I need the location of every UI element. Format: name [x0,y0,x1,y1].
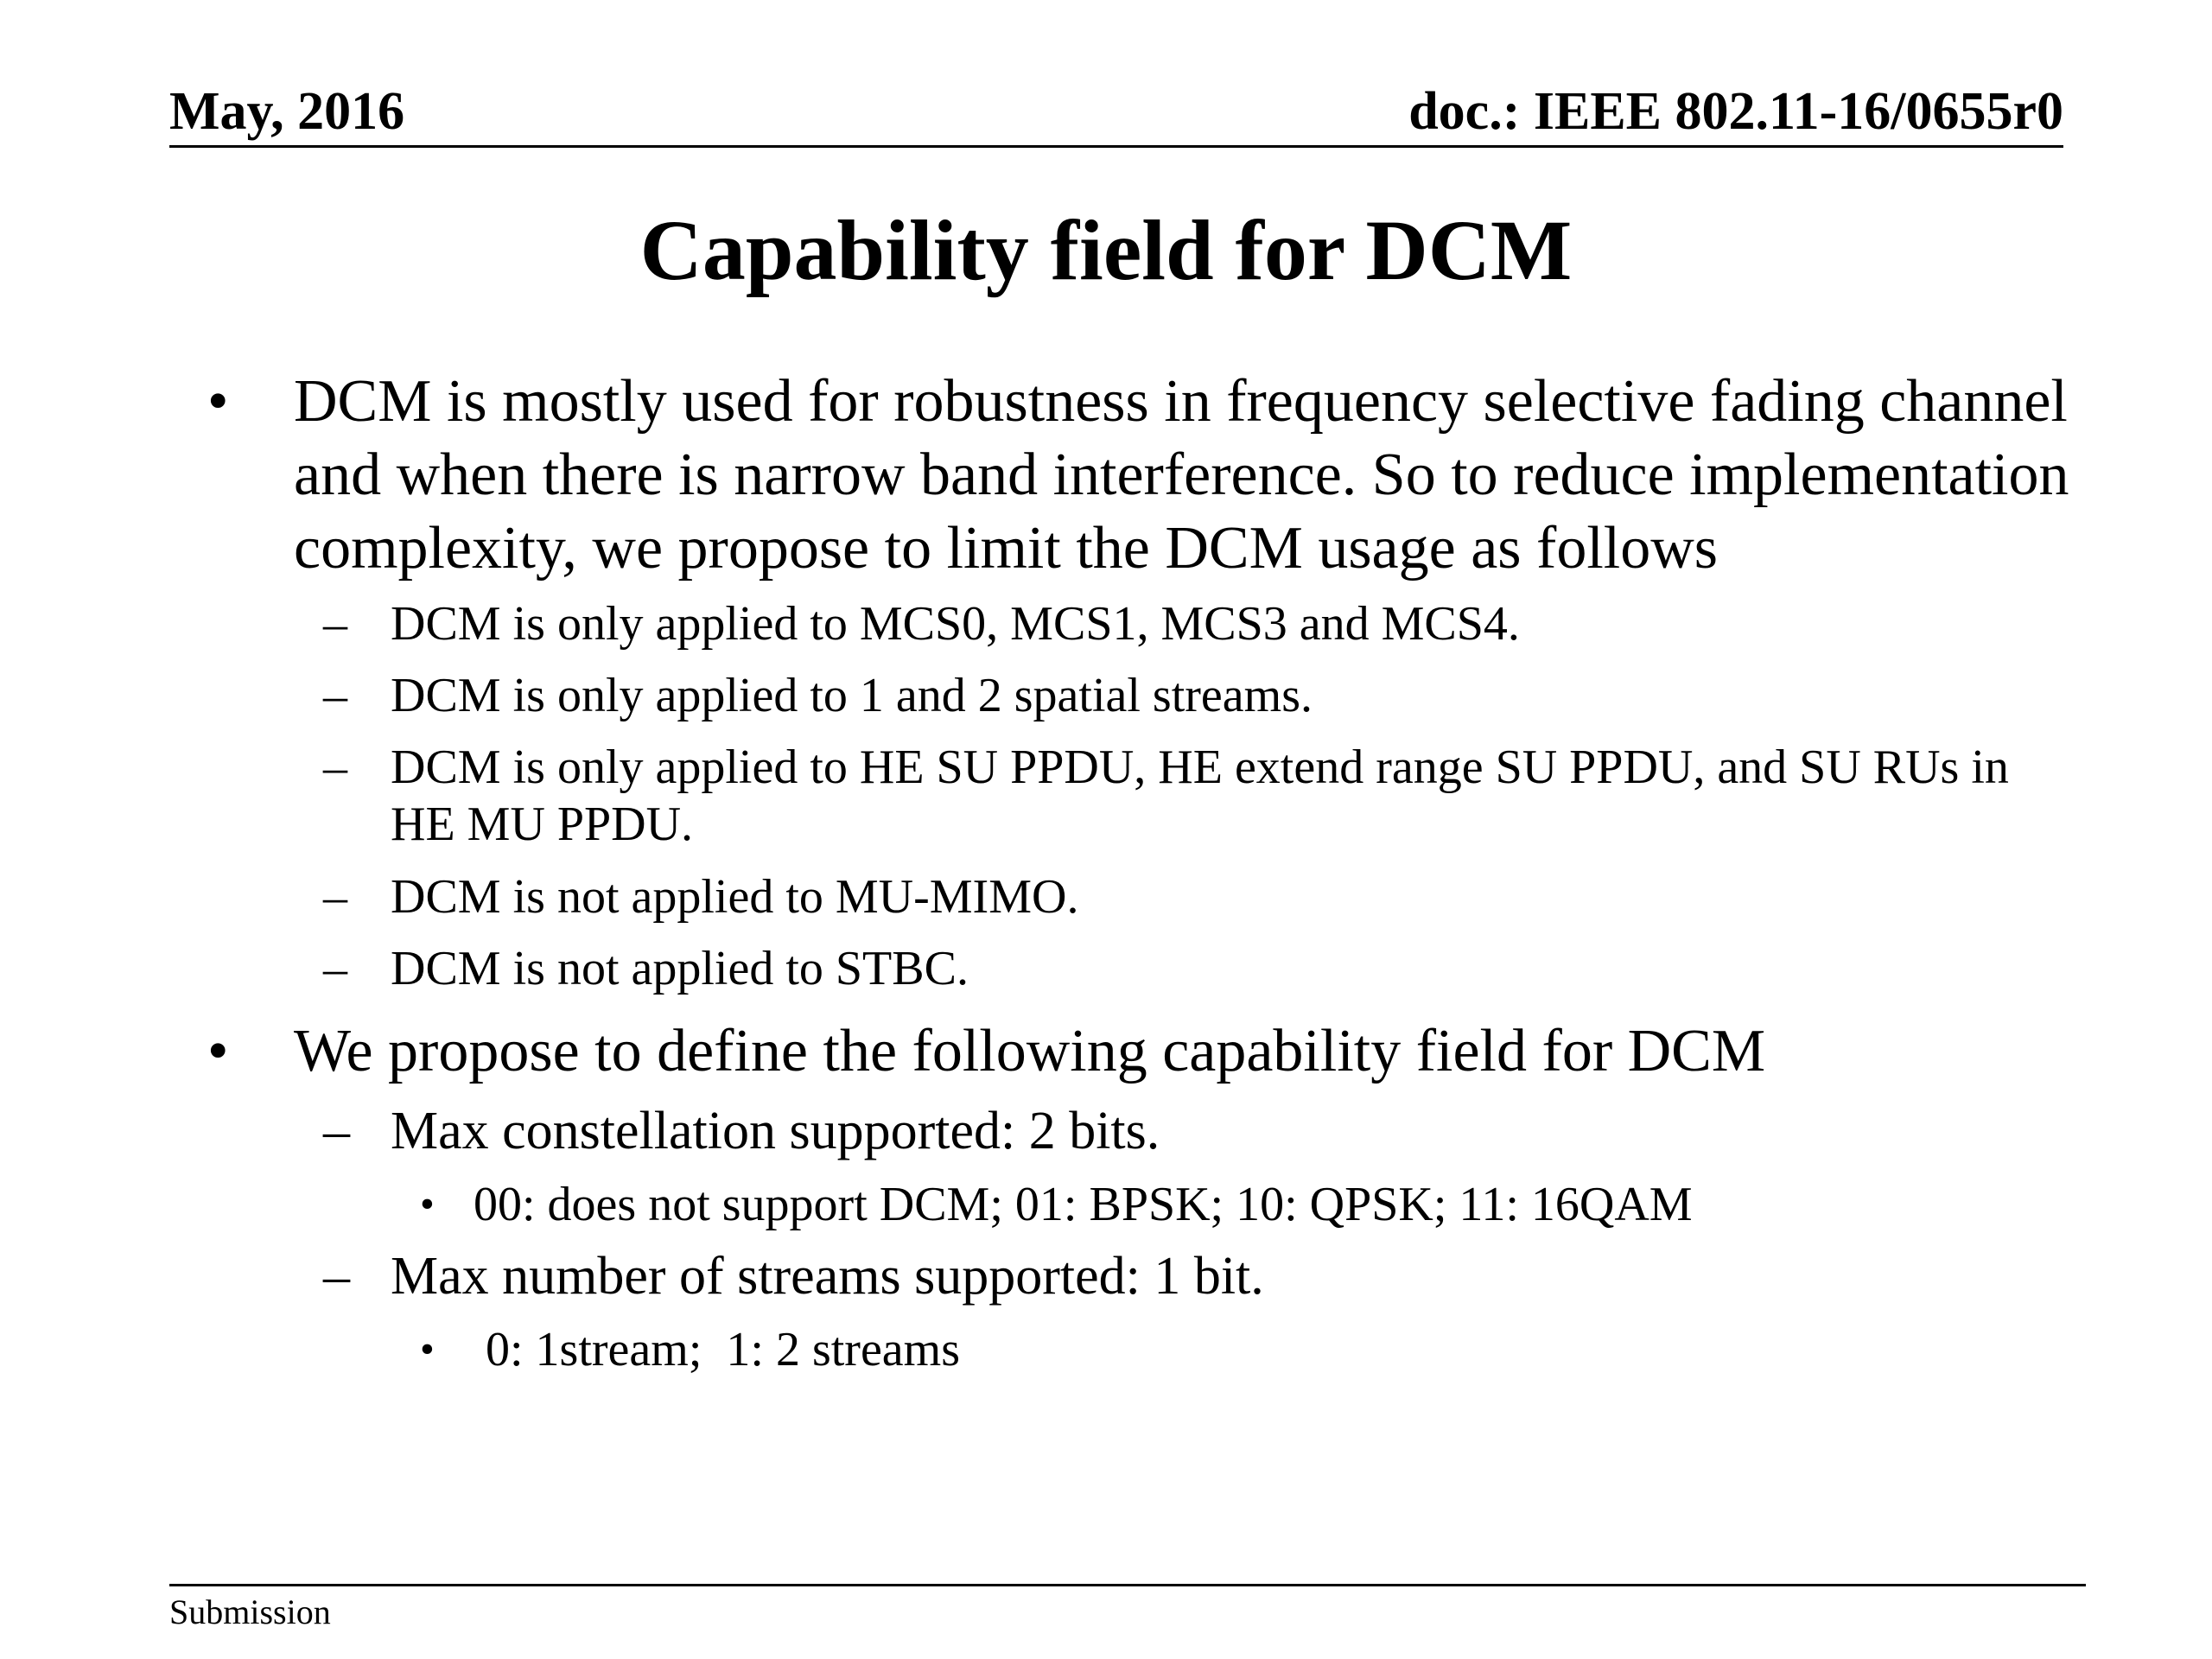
slide-title: Capability field for DCM [639,202,1573,298]
sub-bullet-text: DCM is only applied to 1 and 2 spatial streams. [391,669,1313,722]
bullet-marker: • [420,1181,435,1227]
bullet-text: DCM is mostly used for robustness in frequency selective fading channel and when there is narrow band interference. So to reduce implementation complexity, we propose to limit the DCM usage as follows [294,368,2069,582]
bullet-text: We propose to define the following capability field for DCM [294,1018,1766,1084]
dash-marker: – [323,870,347,924]
sub-bullet-max-constellation [207,1098,2074,1164]
sub-bullet-max-streams [207,1243,2074,1309]
dash-marker: – [323,942,347,995]
sub-bullet-text: DCM is not applied to STBC. [391,942,969,995]
header-date: May, 2016 [169,82,405,141]
bullet-capability-field [207,1014,2074,1088]
bullet-marker: • [207,368,229,435]
header-divider [169,145,2063,148]
dash-marker: – [323,741,347,794]
detail-constellation-values [207,1176,2074,1233]
sub-bullet-ppdu [207,739,2074,853]
sub-bullet-text: DCM is only applied to MCS0, MCS1, MCS3 and MCS4. [391,597,1520,651]
dash-marker: – [323,597,347,651]
dash-marker: – [323,1102,350,1160]
sub-bullet-text: Max constellation supported: 2 bits. [391,1102,1160,1160]
detail-text: 0: 1stream; 1: 2 streams [486,1323,961,1376]
sub-bullet-streams [207,667,2074,724]
dash-marker: – [323,669,347,722]
sub-bullet-text: DCM is not applied to MU-MIMO. [391,870,1079,924]
detail-text: 00: does not support DCM; 01: BPSK; 10: QPSK; 11: 16QAM [474,1178,1693,1231]
slide-body [207,365,2074,1378]
bullet-marker: • [207,1018,229,1084]
sub-bullet-mcs [207,595,2074,652]
sub-bullet-stbc [207,940,2074,997]
footer-divider [169,1584,2086,1586]
sub-bullet-text: Max number of streams supported: 1 bit. [391,1247,1264,1306]
header-doc-id: doc.: IEEE 802.11-16/0655r0 [1408,82,2063,141]
sub-bullet-text: DCM is only applied to HE SU PPDU, HE extend range SU PPDU, and SU RUs in HE MU PPDU. [391,741,2009,851]
sub-bullet-mu-mimo [207,868,2074,925]
footer-submission: Submission [169,1592,331,1631]
detail-stream-values [207,1321,2074,1378]
bullet-dcm-usage [207,365,2074,585]
bullet-marker: • [420,1326,435,1372]
dash-marker: – [323,1247,350,1306]
